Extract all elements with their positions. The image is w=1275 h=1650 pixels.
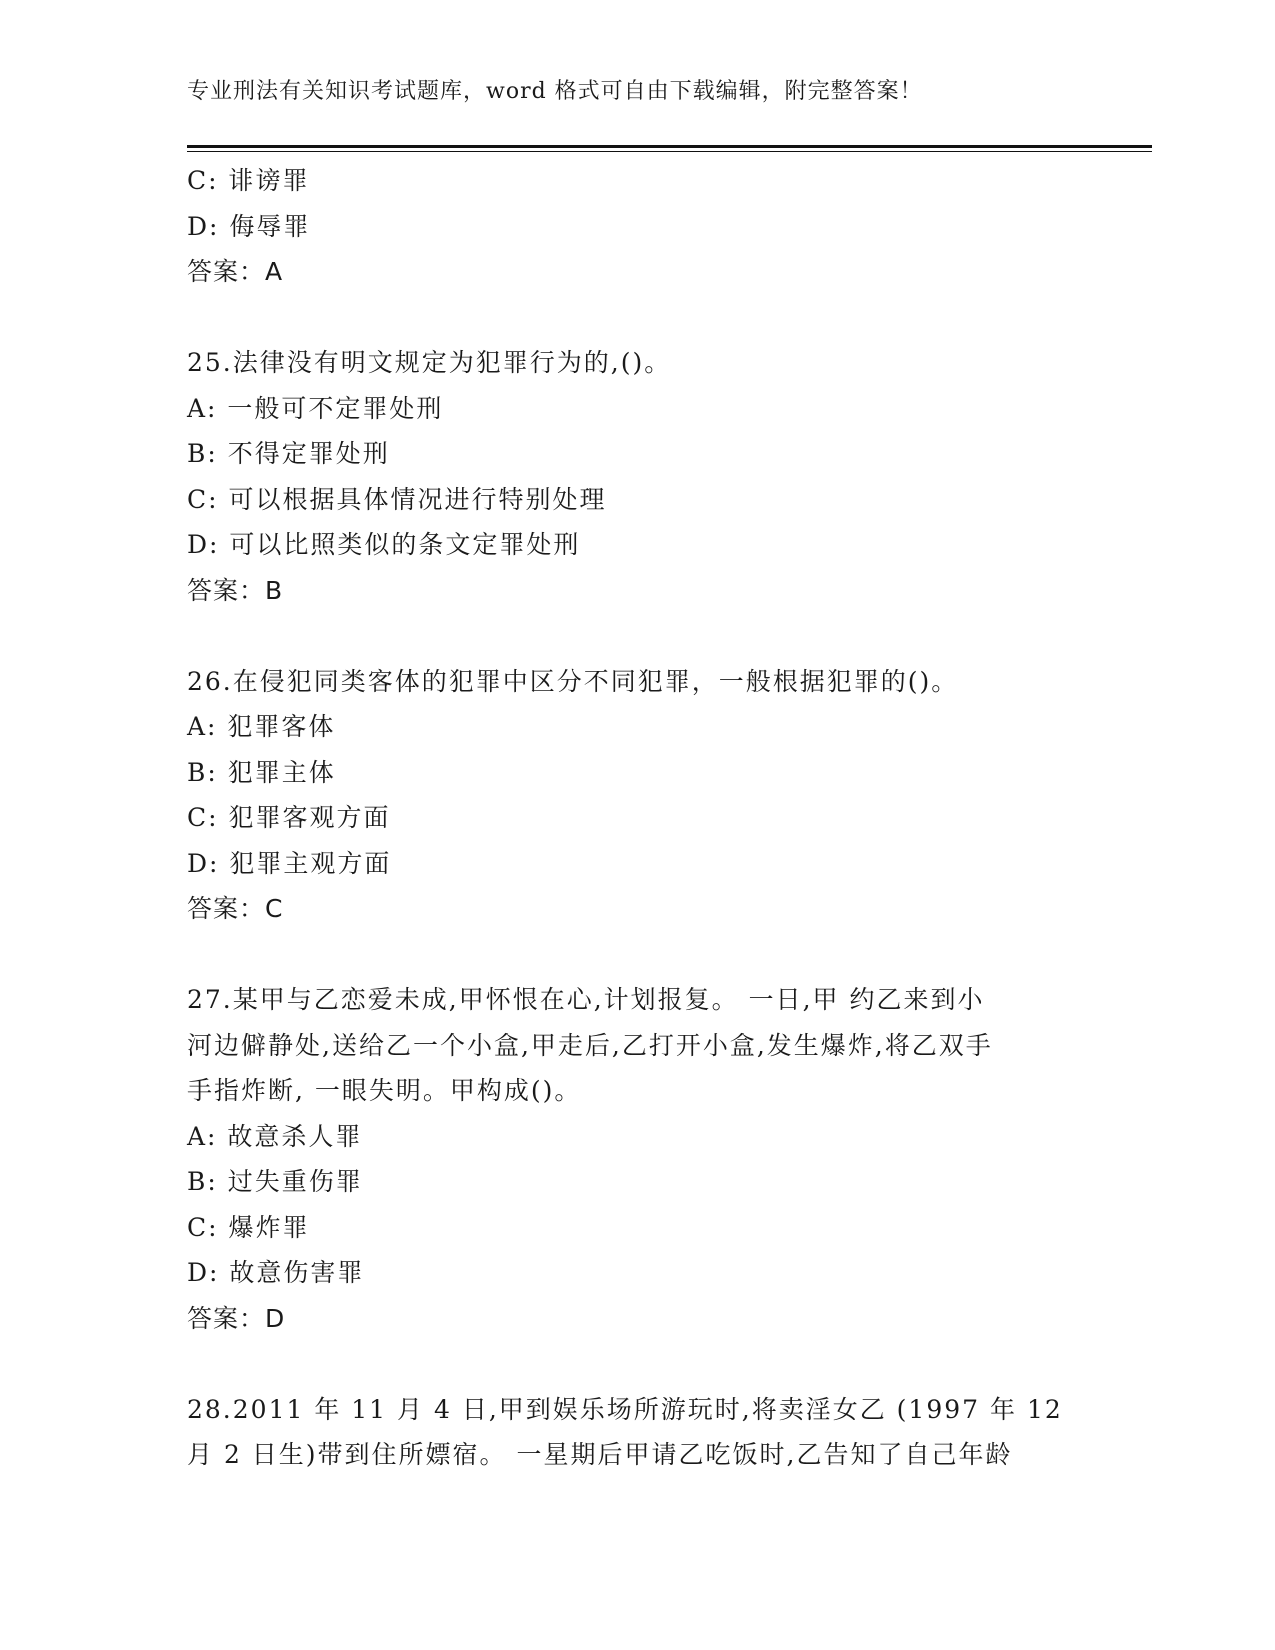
answer-line: 答案：B [187,575,284,605]
question-block [187,158,1087,295]
question-block [187,1387,1087,1478]
spacer [187,1341,1087,1387]
question-text: 28.2011 年 11 月 4 日,甲到娱乐场所游玩时,将卖淫女乙 (1997 年 12 [187,1394,1063,1424]
question-text: 26.在侵犯同类客体的犯罪中区分不同犯罪，一般根据犯罪的()。 [187,666,959,696]
option-line: A: 故意杀人罪 [187,1121,363,1151]
question-text: 月 2 日生)带到住所嫖宿。 一星期后甲请乙吃饭时,乙告知了自己年龄 [187,1440,1013,1469]
header-divider-thick [187,145,1152,148]
question-text: 25.法律没有明文规定为犯罪行为的,()。 [187,348,672,377]
question-block [187,977,1087,1341]
option-line: A: 一般可不定罪处刑 [187,393,444,423]
option-line: B: 不得定罪处刑 [187,439,390,468]
option-line: C: 爆炸罪 [187,1212,310,1242]
option-line: B: 犯罪主体 [187,757,336,787]
question-text: 河边僻静处,送给乙一个小盒,甲走后,乙打开小盒,发生爆炸,将乙双手 [187,1030,993,1060]
question-block [187,659,1087,932]
spacer [187,295,1087,341]
option-line: A: 犯罪客体 [187,712,336,741]
answer-line: 答案：C [187,894,284,923]
page-header: 专业刑法有关知识考试题库，word 格式可自由下载编辑，附完整答案！ [187,79,923,104]
option-line: D: 可以比照类似的条文定罪处刑 [187,530,581,559]
header-divider-thin [187,151,1152,152]
option-line: B: 过失重伤罪 [187,1167,363,1196]
spacer [187,932,1087,978]
answer-line: 答案：D [187,1303,286,1333]
option-line: D: 侮辱罪 [187,211,311,241]
spacer [187,613,1087,659]
option-line: C: 犯罪客观方面 [187,803,391,832]
answer-line: 答案：A [187,257,284,286]
question-text: 27.某甲与乙恋爱未成,甲怀恨在心,计划报复。 一日,甲 约乙来到小 [187,985,985,1014]
question-list [187,158,1087,1478]
option-line: D: 犯罪主观方面 [187,848,392,878]
question-block [187,340,1087,613]
option-line: D: 故意伤害罪 [187,1258,365,1287]
option-line: C: 可以根据具体情况进行特别处理 [187,484,607,514]
option-line: C: 诽谤罪 [187,166,310,195]
question-text: 手指炸断, 一眼失明。甲构成()。 [187,1076,582,1105]
